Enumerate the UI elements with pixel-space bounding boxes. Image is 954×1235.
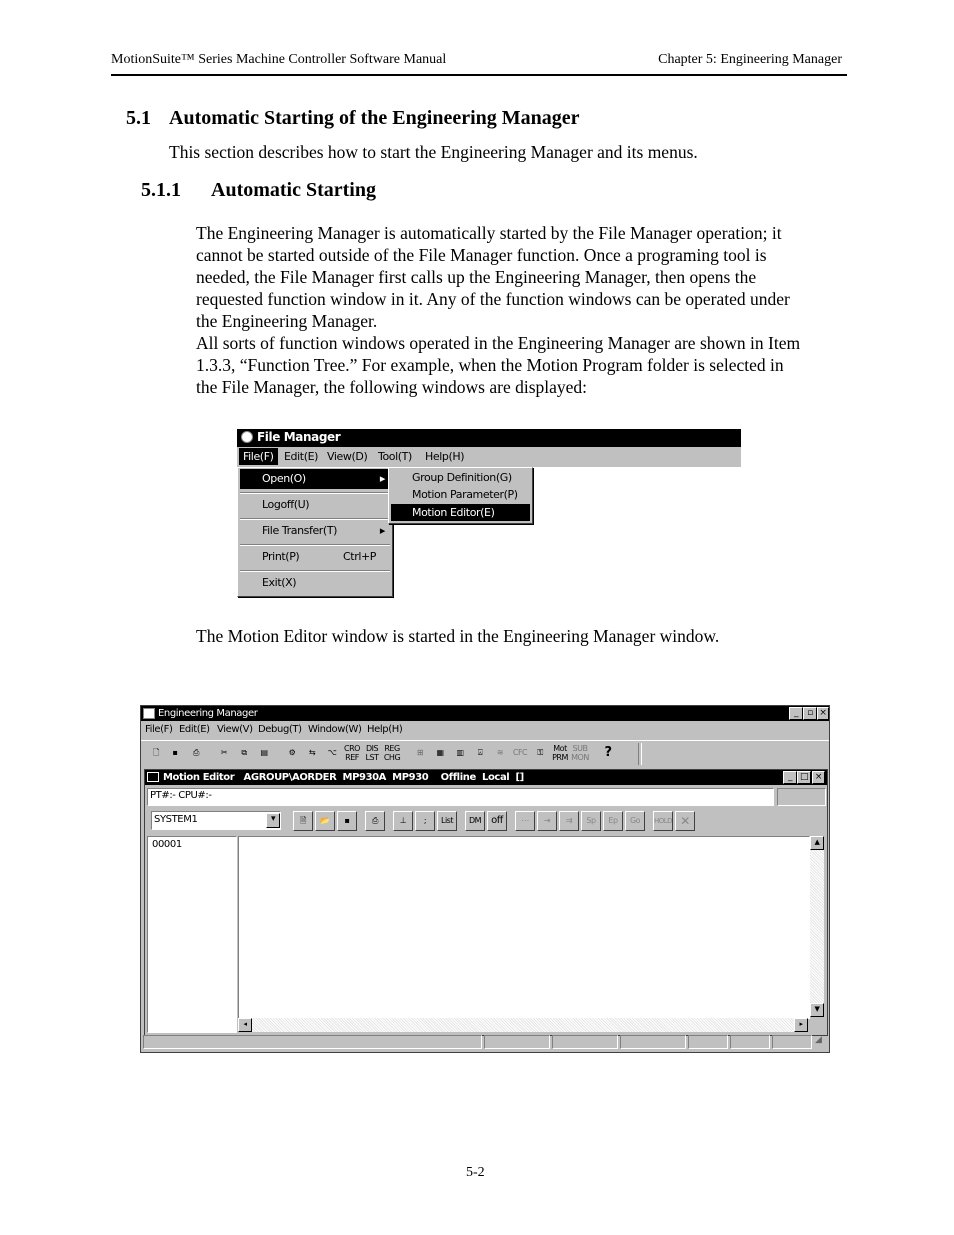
open-submenu <box>388 467 533 524</box>
resize-grip-icon[interactable]: ◢ <box>815 1035 822 1045</box>
em-menu-debug[interactable]: Debug(T) <box>258 724 302 735</box>
engineering-manager-window <box>140 705 830 1053</box>
body-line: The Engineering Manager is automatically started by the File Manager operation; it <box>196 223 782 243</box>
engineering-manager-title: Engineering Manager <box>158 708 258 719</box>
menu-item-logoff[interactable] <box>240 495 390 515</box>
em-menu-window[interactable]: Window(W) <box>308 724 362 735</box>
engineering-manager-app-icon <box>143 708 155 719</box>
dis-lst-button[interactable]: DIS LST <box>365 744 379 762</box>
ep-icon[interactable]: Ep <box>603 811 623 831</box>
close-icon[interactable]: × <box>812 771 825 784</box>
status-field <box>777 788 826 806</box>
chart-icon[interactable]: ⍓ <box>477 748 483 757</box>
menu-item-exit-label: Exit(X) <box>262 576 297 589</box>
engineering-manager-toolbar <box>141 740 829 767</box>
motion-editor-window <box>144 769 828 1036</box>
section-number: 5.1 <box>126 107 151 129</box>
menu-item-print-shortcut: Ctrl+P <box>343 550 377 563</box>
off-button[interactable]: off <box>487 811 507 831</box>
minimize-icon[interactable]: _ <box>783 771 797 784</box>
em-menu-help[interactable]: Help(H) <box>367 724 403 735</box>
new-icon[interactable]: 🗋 <box>153 748 159 757</box>
step-over-icon[interactable]: ⇉ <box>559 811 579 831</box>
body-line: needed, the File Manager first calls up the Engineering Manager, then opens the <box>196 267 757 287</box>
header-right: Chapter 5: Engineering Manager <box>658 52 842 67</box>
menu-file[interactable]: File(F) <box>239 448 278 465</box>
scroll-right-icon[interactable]: ▸ <box>794 1018 808 1032</box>
em-menu-edit[interactable]: Edit(E) <box>179 724 210 735</box>
table-icon[interactable]: ▦ <box>436 748 444 757</box>
body-line: the File Manager, the following windows are displayed: <box>196 377 588 397</box>
motion-editor-icon <box>147 772 159 782</box>
line-number-pane <box>147 836 237 1033</box>
sub-icon[interactable]: ⋯ <box>515 811 535 831</box>
close-icon[interactable]: × <box>817 707 829 720</box>
status-panel <box>688 1035 728 1049</box>
help-button[interactable]: ? <box>604 745 612 760</box>
status-panel <box>730 1035 770 1049</box>
menu-tool[interactable]: Tool(T) <box>378 450 412 463</box>
dm-button[interactable]: DM <box>465 811 485 831</box>
transfer-icon[interactable]: ⇆ <box>308 748 316 757</box>
minimize-icon[interactable]: _ <box>789 707 803 720</box>
menu-view[interactable]: View(D) <box>327 450 368 463</box>
menu-item-print-label: Print(P) <box>262 550 300 563</box>
print-icon[interactable]: ⎙ <box>193 748 199 757</box>
menu-separator <box>240 492 390 494</box>
file-manager-titlebar[interactable] <box>237 429 741 447</box>
status-panel <box>772 1035 812 1049</box>
maximize-icon[interactable]: □ <box>797 771 811 784</box>
motion-editor-titlebar[interactable] <box>145 770 827 785</box>
system-select[interactable] <box>151 811 281 830</box>
sp-icon[interactable]: Sp <box>581 811 601 831</box>
menu-separator <box>240 518 390 520</box>
line-number: 00001 <box>152 839 182 850</box>
menu-separator <box>240 570 390 572</box>
caption-motion-editor: The Motion Editor window is started in the Engineering Manager window. <box>196 626 720 646</box>
open-folder-icon[interactable]: 📂 <box>315 811 335 831</box>
subsection-title: Automatic Starting <box>211 179 376 201</box>
file-manager-menubar <box>237 447 741 467</box>
cfc-button[interactable]: CFC <box>512 748 528 757</box>
print-icon[interactable]: ⎙ <box>365 811 385 831</box>
submenu-item-motion-parameter[interactable] <box>391 486 530 503</box>
chevron-down-icon[interactable]: ▾ <box>266 813 280 828</box>
section-intro: This section describes how to start the Engineering Manager and its menus. <box>169 142 698 162</box>
page-number: 5-2 <box>466 1165 485 1180</box>
engineering-manager-titlebar[interactable] <box>141 706 829 721</box>
body-line: All sorts of function windows operated in the Engineering Manager are shown in Item <box>196 333 801 353</box>
sub-mon-button[interactable]: SUB MON <box>571 744 589 762</box>
hold-button[interactable]: HOLD <box>653 811 673 831</box>
toolbar-separator <box>638 743 642 765</box>
motion-editor-title: Motion Editor AGROUP\AORDER MP930A MP930 Offline Local [] <box>163 772 524 783</box>
body-line: the Engineering Manager. <box>196 311 378 331</box>
header-rule <box>111 74 847 76</box>
submenu-item-label: Motion Parameter(P) <box>412 488 518 501</box>
section-heading <box>126 107 580 130</box>
header-left: MotionSuite™ Series Machine Controller Software Manual <box>111 52 447 67</box>
trace-icon[interactable]: ≋ <box>496 748 504 757</box>
submenu-arrow-icon: ▸ <box>379 524 385 537</box>
body-line: requested function window in it. Any of the function windows can be operated under <box>196 289 790 309</box>
scroll-left-icon[interactable]: ◂ <box>238 1018 252 1032</box>
menu-item-logoff-label: Logoff(U) <box>262 498 310 511</box>
new-program-icon[interactable]: 🗎 <box>293 811 313 831</box>
submenu-item-label: Group Definition(G) <box>412 471 512 484</box>
mot-prm-button[interactable]: Mot PRM <box>552 744 568 762</box>
axis-icon[interactable]: ⊥ <box>393 811 413 831</box>
semicolon-button[interactable]: ; <box>415 811 435 831</box>
status-panel-main <box>143 1035 482 1049</box>
go-icon[interactable]: Go <box>625 811 645 831</box>
system-select-value: SYSTEM1 <box>154 814 198 825</box>
menu-item-open[interactable] <box>240 469 390 489</box>
menu-help[interactable]: Help(H) <box>425 450 465 463</box>
file-manager-app-icon <box>241 431 253 443</box>
copy-icon[interactable]: ⧉ <box>241 748 247 757</box>
restore-icon[interactable]: ▫ <box>803 707 817 720</box>
status-panel <box>552 1035 618 1049</box>
body-paragraph <box>196 222 846 398</box>
menu-item-file-transfer[interactable] <box>240 521 390 541</box>
list-button[interactable]: List <box>437 811 457 831</box>
engineering-manager-menubar <box>141 721 829 739</box>
section-title: Automatic Starting of the Engineering Manager <box>169 107 580 129</box>
stop-icon[interactable]: ✕ <box>675 811 695 831</box>
graph-icon[interactable]: ▥ <box>456 748 464 757</box>
paste-icon[interactable]: ▤ <box>260 748 268 757</box>
menu-item-file-transfer-label: File Transfer(T) <box>262 524 338 537</box>
cut-icon[interactable]: ✂ <box>220 748 228 757</box>
module-icon[interactable]: ⚿ <box>537 748 543 757</box>
save-icon[interactable]: ▪ <box>172 748 178 757</box>
em-menu-view[interactable]: View(V) <box>217 724 253 735</box>
menu-separator <box>240 544 390 546</box>
submenu-item-label: Motion Editor(E) <box>412 506 495 519</box>
status-panel <box>484 1035 550 1049</box>
subsection-number: 5.1.1 <box>141 179 181 201</box>
ladder-icon[interactable]: ⊞ <box>416 748 424 757</box>
reg-chg-button[interactable]: REG CHG <box>383 744 401 762</box>
body-line: 1.3.3, “Function Tree.” For example, when the Motion Program folder is selected in <box>196 355 784 375</box>
program-editor-area[interactable] <box>238 836 810 1019</box>
submenu-item-motion-editor[interactable] <box>391 504 530 521</box>
tree-icon[interactable]: ⌥ <box>327 748 337 757</box>
status-panel <box>620 1035 686 1049</box>
scroll-up-icon[interactable]: ▲ <box>810 836 824 850</box>
cro-ref-button[interactable]: CRO REF <box>344 744 360 762</box>
save-icon[interactable]: ▪ <box>337 811 357 831</box>
status-bar <box>143 1035 827 1049</box>
pt-cpu-bar <box>147 788 774 806</box>
horizontal-scrollbar[interactable] <box>238 1018 808 1032</box>
menu-item-print[interactable] <box>240 547 390 567</box>
menu-item-open-label: Open(O) <box>262 472 306 485</box>
vertical-scrollbar[interactable] <box>810 836 824 1017</box>
file-manager-title: File Manager <box>257 430 341 444</box>
body-line: cannot be started outside of the File Manager function. Once a programing tool is <box>196 245 767 265</box>
subsection-heading <box>141 179 376 202</box>
em-menu-file[interactable]: File(F) <box>145 724 173 735</box>
file-menu-dropdown <box>237 467 393 597</box>
step-icon[interactable]: ⇥ <box>537 811 557 831</box>
compile-icon[interactable]: ⚙ <box>288 748 296 757</box>
menu-item-exit[interactable] <box>240 573 390 593</box>
submenu-item-group-definition[interactable] <box>391 469 530 486</box>
scroll-down-icon[interactable]: ▼ <box>810 1003 824 1017</box>
submenu-arrow-icon: ▸ <box>379 472 385 485</box>
menu-edit[interactable]: Edit(E) <box>284 450 319 463</box>
pt-cpu-text: PT#:- CPU#:- <box>150 790 212 801</box>
